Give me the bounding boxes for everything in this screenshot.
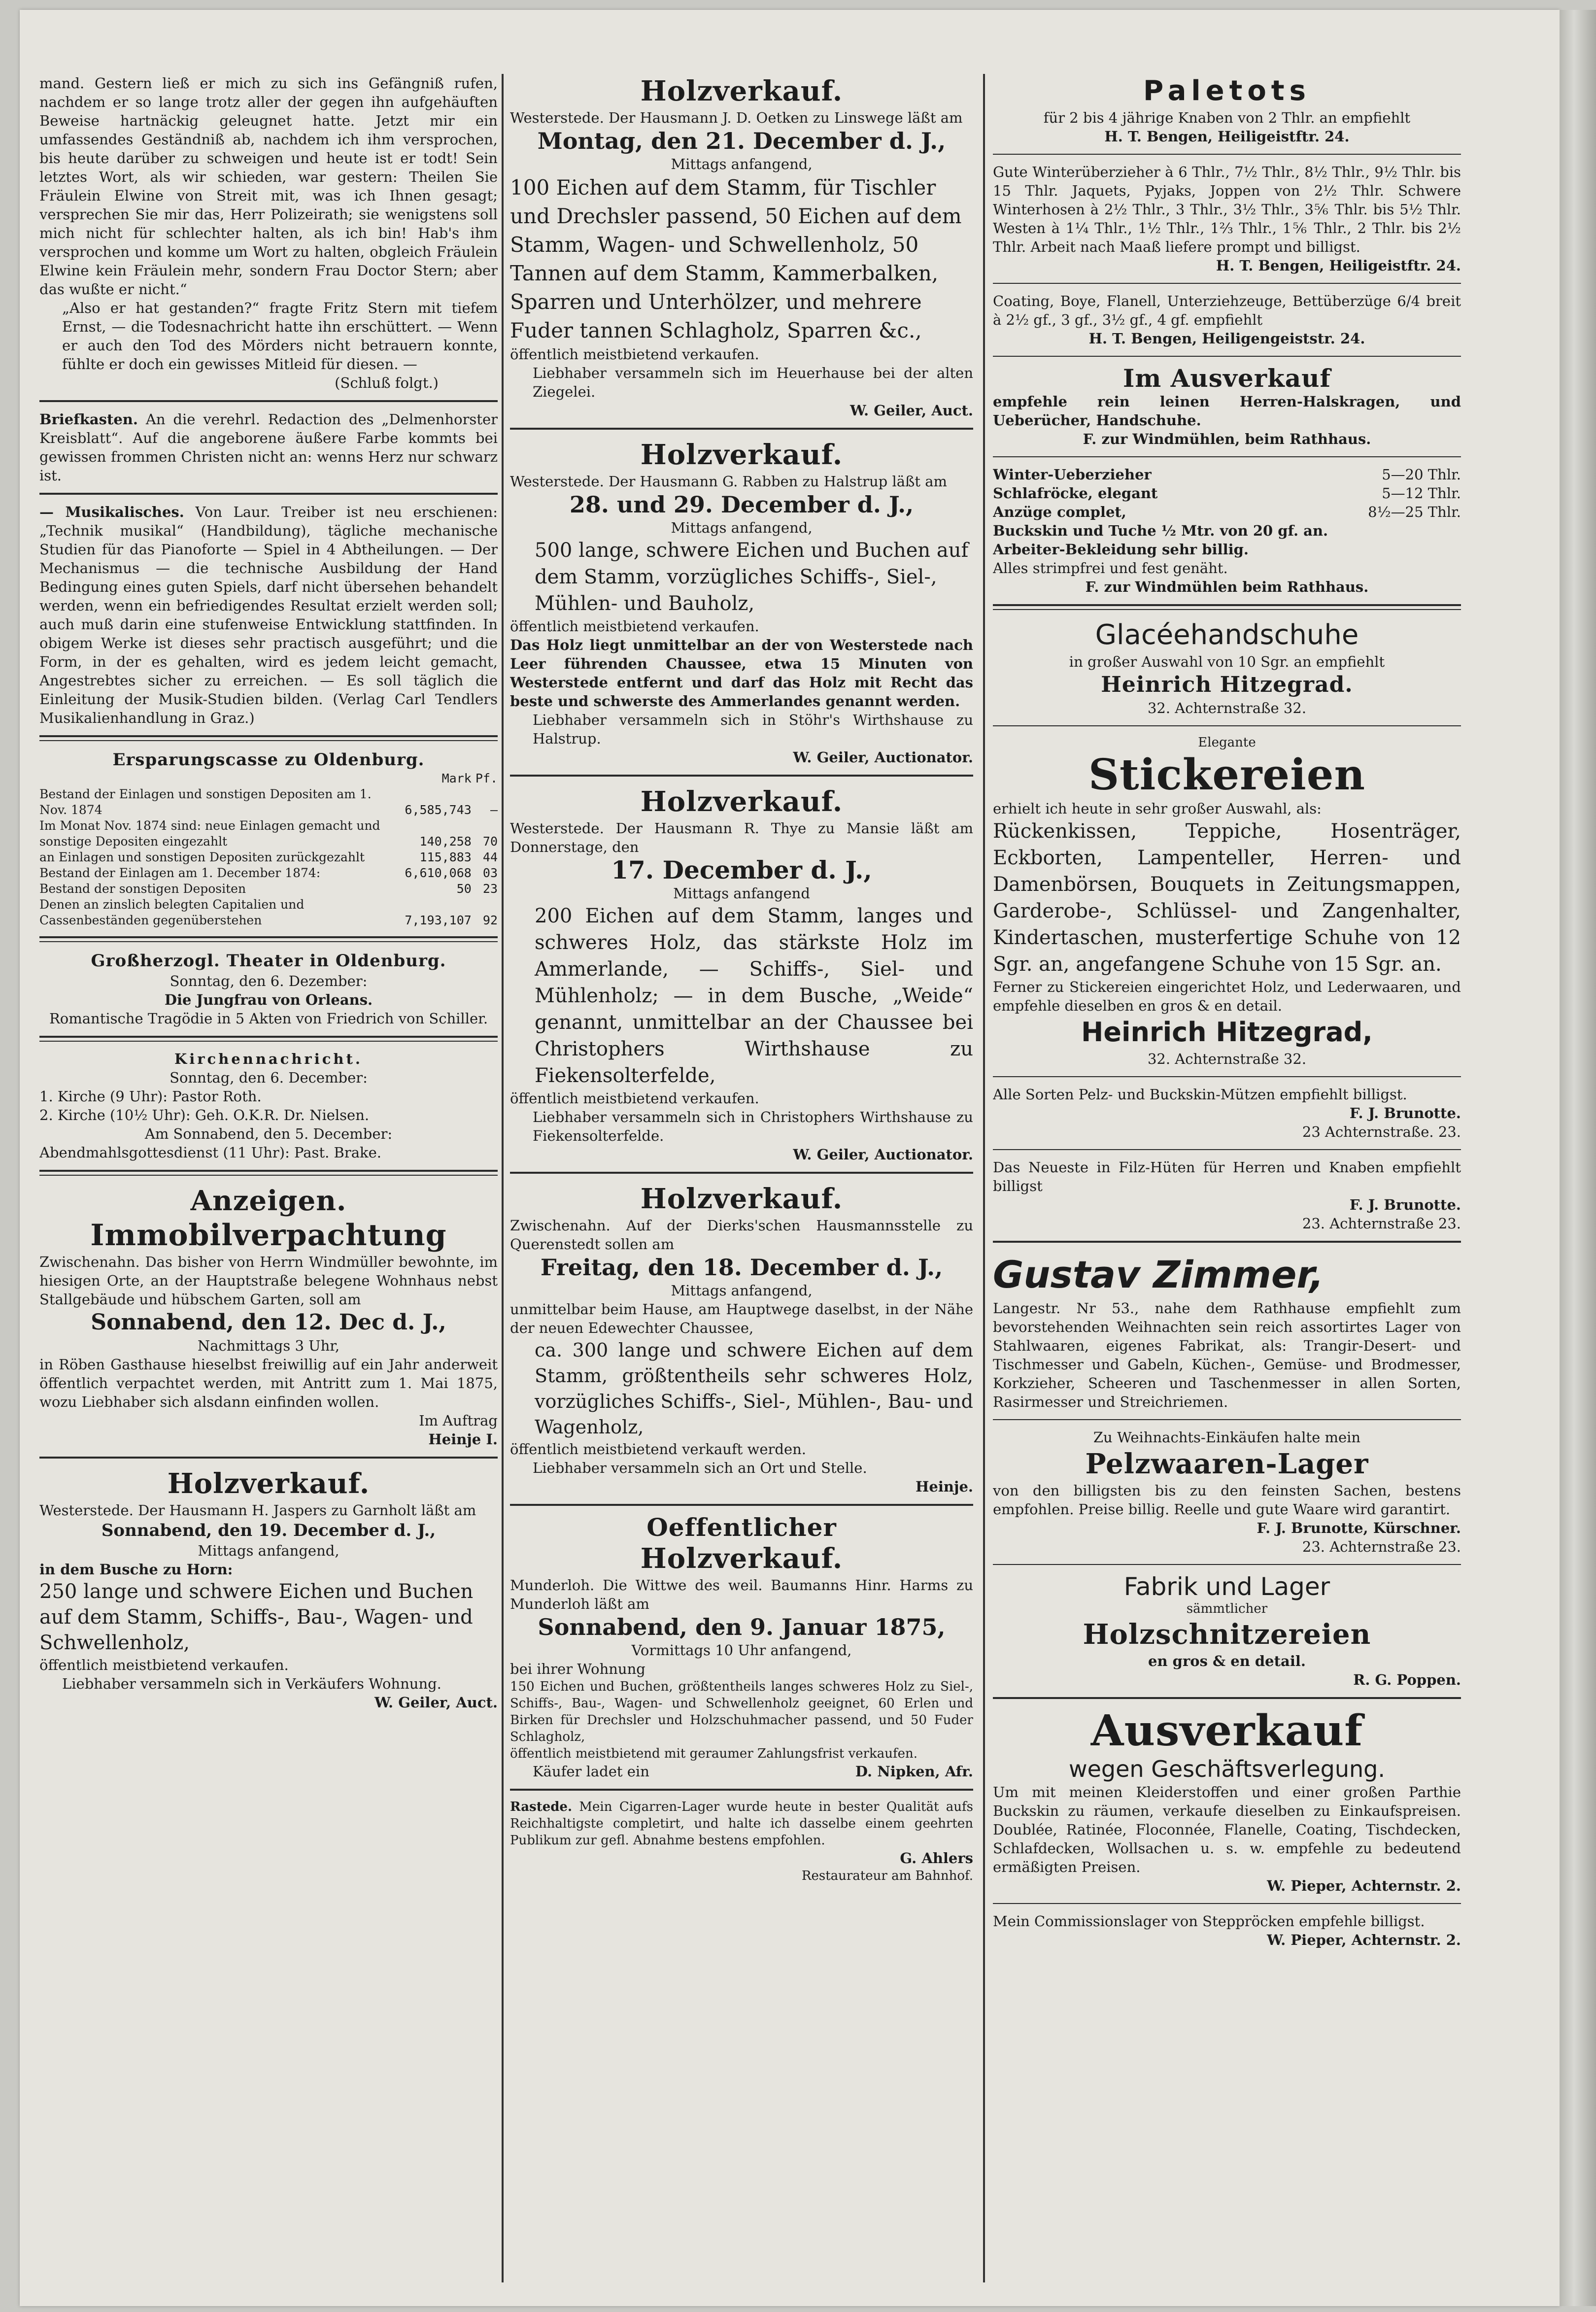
story-text: „Also er hat gestanden?“ fragte Fritz Stern mit tiefem Ernst, — die Todesnachricht hatte ihn erschüttert. — Wenn er auch den Tod des Mörders nicht betrauern konnte, fühlte er doch ein gewisses Mitleid für diesen. —	[62, 300, 498, 373]
st-sig: Heinrich Hitzegrad,	[1081, 1017, 1373, 1048]
st-title: Stickereien	[1088, 750, 1366, 800]
list-item: Winter-Ueberzieher 5—20 Thlr.	[993, 466, 1461, 483]
st-more: Ferner zu Stickereien eingerichtet Holz, und Lederwaaren, und empfehle dieselben en gros & en detail.	[993, 979, 1461, 1014]
divider	[510, 1789, 973, 1791]
wint-body: Gute Winterüberzieher à 6 Thlr., 7½ Thlr., 8½ Thlr., 9½ Thlr. bis 15 Thlr. Jaquets, Pyjaks, Joppen von 2½ Thlr. Schwere Winterhosen à 2½ Thlr., 3 Thlr., 3½ Thlr., 3⅚ Thlr. bis 5½ Thlr. Westen à 1¼ Thlr., 1½ Thlr., 1⅔ Thlr., 1⅚ Thlr., 2 Thlr. bis 2½ Thlr. Arbeit nach Maaß liefere prompt und billigst.	[993, 164, 1461, 255]
h4-sig: Heinje.	[916, 1478, 973, 1495]
rastede-lead: Rastede.	[510, 1800, 573, 1814]
pelz1-addr: 23 Achternstraße. 23.	[1302, 1123, 1461, 1140]
h2-meet: Liebhaber versammeln sich in Stöhr's Wirthshause zu Halstrup.	[533, 712, 973, 747]
h1-date: Montag, den 21. December d. J.,	[537, 128, 946, 154]
briefkasten-title: Briefkasten.	[39, 411, 138, 428]
h2-note: Das Holz liegt unmittelbar an der von Westerstede nach Leer führenden Chaussee, etwa 15 Minuten von Westerstede entfernt und darf das Holz mit Recht das beste und schwerste des Ammerlandes genannt werden.	[510, 637, 973, 710]
aus2-note: Alles strimpfrei und fest genäht.	[993, 560, 1228, 577]
col-mark: Mark	[441, 771, 472, 785]
pal-body: für 2 bis 4 jährige Knaben von 2 Thlr. an empfiehlt	[1043, 109, 1411, 126]
h5-title1: Oeffentlicher	[646, 1513, 837, 1542]
divider	[993, 1903, 1461, 1904]
divider	[510, 1504, 973, 1506]
rastede-sig: G. Ahlers	[900, 1850, 973, 1867]
pelz1-body: Alle Sorten Pelz- und Buckskin-Mützen empfiehlt billigst.	[993, 1086, 1407, 1103]
divider	[993, 456, 1461, 457]
pelz1-sig: F. J. Brunotte.	[1349, 1105, 1461, 1122]
divider	[39, 400, 498, 402]
divider	[993, 1149, 1461, 1150]
immo-time: Nachmittags 3 Uhr,	[197, 1337, 340, 1354]
wint-sig: H. T. Bengen, Heiligeistftr. 24.	[1216, 257, 1461, 274]
kirche-2: 2. Kirche (10½ Uhr): Geh. O.K.R. Dr. Nielsen.	[39, 1107, 370, 1123]
h2-time: Mittags anfangend,	[671, 519, 813, 536]
gz-body: Langestr. Nr 53., nahe dem Rathhause empfiehlt zum bevorstehenden Weihnachten sein reich assortirtes Lager von Stahlwaaren, eigenes Fabrikat, als: Trangir-Desert- und Tischmesser und Gabeln, Küchen-, Gemüse- und Brodmesser, Korkzieher, Scheeren und Taschenmesser in allen Sorten, Rasirmesser und Streichriemen.	[993, 1300, 1461, 1410]
fab-sig: R. G. Poppen.	[1353, 1671, 1461, 1688]
holz4-time: Mittags anfangend,	[198, 1542, 340, 1559]
h1-title: Holzverkauf.	[640, 75, 843, 107]
divider	[39, 1170, 498, 1176]
column-1	[39, 74, 498, 2282]
coat-sig: H. T. Bengen, Heiligengeiststr. 24.	[1088, 330, 1365, 347]
immo-body: Zwischenahn. Das bisher von Herrn Windmüller bewohnte, im hiesigen Orte, an der Hauptstraße belegene Wohnhaus nebst Stallgebäude und hübschem Garten, soll am	[39, 1254, 498, 1308]
column-2	[510, 74, 973, 2282]
briefkasten-text: An die verehrl. Redaction des „Delmenhorster Kreisblatt“. Auf die angeborene äußere Farbe kommts bei gewissen frommen Christen nicht an: wenns Herz nur schwarz ist.	[39, 411, 498, 484]
h3-time: Mittags anfangend	[673, 885, 810, 902]
comm-body: Mein Commissionslager von Steppröcken empfehle billigst.	[993, 1913, 1425, 1930]
table-row: an Einlagen und sonstigen Depositen zurückgezahlt 115,883 44	[39, 850, 498, 864]
table-row: Denen an zinslich belegten Capitalien und Cassenbeständen gegenüberstehen 7,193,107 92	[39, 897, 498, 927]
divider	[993, 154, 1461, 155]
h3-meet: Liebhaber versammeln sich in Christophers Wirthshause zu Fiekensolterfelde.	[533, 1109, 973, 1144]
divider	[993, 1241, 1461, 1243]
h3-body: Westerstede. Der Hausmann R. Thye zu Mansie läßt am Donnerstage, den	[510, 820, 973, 855]
table-row: Bestand der Einlagen am 1. December 1874: 6,610,068 03	[39, 866, 498, 880]
holz4-date: Sonnabend, den 19. December d. J.,	[101, 1521, 436, 1540]
page-edge	[1560, 10, 1596, 2306]
list-item: Anzüge complet, 8½—25 Thlr.	[993, 504, 1461, 520]
kirche-1: 1. Kirche (9 Uhr): Pastor Roth.	[39, 1088, 262, 1105]
immo-auftrag: Im Auftrag	[419, 1412, 498, 1429]
h4-goods: ca. 300 lange und schwere Eichen auf dem Stamm, größtentheils sehr schweres Holz, vorzügliches Schiffs-, Siel-, Mühlen-, Bau- und Wagenholz,	[535, 1339, 973, 1438]
filz-addr: 23. Achternstraße 23.	[1302, 1215, 1461, 1232]
fab-title: Fabrik und Lager	[1123, 1572, 1330, 1601]
pelz2-body: von den billigsten bis zu den feinsten Sachen, bestens empfohlen. Preise billig. Reelle und gute Waare wird garantirt.	[993, 1482, 1461, 1518]
theater-title: Großherzogl. Theater in Oldenburg.	[91, 951, 446, 971]
immo-title: Immobilverpachtung	[90, 1218, 447, 1253]
h5-sale: öffentlich meistbietend mit geraumer Zahlungsfrist verkaufen.	[510, 1746, 918, 1761]
h1-meet: Liebhaber versammeln sich im Heuerhause bei der alten Ziegelei.	[533, 365, 973, 400]
h2-goods: 500 lange, schwere Eichen und Buchen auf dem Stamm, vorzügliches Schiffs-, Siel-, Mühlen- und Bauholz,	[535, 539, 969, 615]
divider	[510, 428, 973, 430]
glace-body: in großer Auswahl von 10 Sgr. an empfiehlt	[1069, 653, 1385, 670]
coat-body: Coating, Boye, Flanell, Unterziehzeuge, Bettüberzüge 6/4 breit à 2½ gf., 3 gf., 3½ gf., 4 gf. empfiehlt	[993, 293, 1461, 328]
h2-date: 28. und 29. December d. J.,	[569, 491, 914, 518]
h4-body: Zwischenahn. Auf der Dierks'schen Hausmannsstelle zu Querenstedt sollen am	[510, 1217, 973, 1253]
filz-sig: F. J. Brunotte.	[1349, 1196, 1461, 1213]
list-item: Buckskin und Tuche ½ Mtr. von 20 gf. an.	[993, 522, 1328, 539]
pal-sig: H. T. Bengen, Heiligeistftr. 24.	[1104, 128, 1350, 145]
h4-meet: Liebhaber versammeln sich an Ort und Stelle.	[533, 1460, 867, 1476]
divider	[510, 1172, 973, 1174]
divider	[993, 1076, 1461, 1077]
holz4-sale: öffentlich meistbietend verkaufen.	[39, 1657, 289, 1673]
musikalisches	[39, 503, 498, 727]
sparkasse-title: Ersparungscasse zu Oldenburg.	[112, 750, 425, 770]
divider	[993, 725, 1461, 726]
table-row: Im Monat Nov. 1874 sind: neue Einlagen gemacht und sonstige Depositen eingezahlt 140,258 70	[39, 818, 498, 849]
h1-body: Westerstede. Der Hausmann J. D. Oetken zu Linswege läßt am	[510, 109, 963, 126]
h3-date: 17. December d. J.,	[611, 855, 872, 884]
aus3-sig: W. Pieper, Achternstr. 2.	[1267, 1877, 1461, 1894]
rastede-sig2: Restaurateur am Bahnhof.	[801, 1869, 973, 1883]
rastede	[510, 1799, 973, 1849]
music-title: — Musikalisches.	[39, 504, 184, 520]
immo-body2: in Röben Gasthause hieselbst freiwillig auf ein Jahr anderweit öffentlich verpachtet werden, mit Antritt zum 1. Mai 1875, wozu Liebhaber sich alsdann einfinden wollen.	[39, 1356, 498, 1410]
aus2-sig: F. zur Windmühlen beim Rathhaus.	[1085, 578, 1369, 595]
holz4-title: Holzverkauf.	[167, 1467, 370, 1500]
h5-date: Sonnabend, den 9. Januar 1875,	[538, 1614, 946, 1640]
h3-sale: öffentlich meistbietend verkaufen.	[510, 1090, 759, 1107]
kirche-sat: Am Sonnabend, den 5. December:	[144, 1125, 393, 1142]
h4-time: Mittags anfangend,	[671, 1282, 813, 1299]
immo-date: Sonnabend, den 12. Dec d. J.,	[91, 1310, 446, 1335]
h5-body: Munderloh. Die Wittwe des weil. Baumanns Hinr. Harms zu Munderloh läßt am	[510, 1577, 973, 1612]
sparkasse-table	[39, 771, 498, 928]
fab-title2: Holzschnitzereien	[1083, 1618, 1371, 1651]
holz4-goods: 250 lange und schwere Eichen und Buchen auf dem Stamm, Schiffs-, Bau-, Wagen- und Schwellenholz,	[39, 1580, 474, 1654]
h5-title2: Holzverkauf.	[640, 1542, 843, 1575]
pelz2-title: Pelzwaaren-Lager	[1085, 1448, 1369, 1480]
holz4-meet: Liebhaber versammeln sich in Verkäufers Wohnung.	[62, 1675, 441, 1692]
story-end: (Schluß folgt.)	[335, 374, 439, 391]
holz4-sig: W. Geiler, Auct.	[374, 1694, 498, 1711]
column-3	[993, 74, 1461, 2282]
aus1-title: Im Ausverkauf	[1122, 364, 1331, 393]
h5-time: Vormittags 10 Uhr anfangend,	[631, 1642, 852, 1659]
divider	[993, 1419, 1461, 1420]
h1-sig: W. Geiler, Auct.	[849, 402, 973, 419]
h2-sale: öffentlich meistbietend verkaufen.	[510, 618, 759, 635]
h2-body: Westerstede. Der Hausmann G. Rabben zu Halstrup läßt am	[510, 473, 948, 490]
h1-time: Mittags anfangend,	[671, 156, 813, 172]
glace-title: Glacéehandschuhe	[1095, 619, 1359, 651]
h4-title: Holzverkauf.	[640, 1183, 843, 1215]
gz-title: Gustav Zimmer,	[993, 1253, 1324, 1296]
divider	[39, 735, 498, 741]
h1-goods: 100 Eichen auf dem Stamm, für Tischler und Drechsler passend, 50 Eichen auf dem Stamm, Wagen- und Schwellenholz, 50 Tannen auf dem Stamm, Kammerbalken, Sparren und Unterhölzer, und mehrere Fuder tannen Schlagholz, Sparren &c.,	[510, 175, 962, 342]
list-item: Schlafröcke, elegant 5—12 Thlr.	[993, 485, 1461, 502]
holz4-body: Westerstede. Der Hausmann H. Jaspers zu Garnholt läßt am	[39, 1502, 476, 1519]
theater-play: Die Jungfrau von Orleans.	[164, 991, 373, 1008]
fab-sub: sämmtlicher	[1186, 1601, 1268, 1616]
divider	[993, 1564, 1461, 1565]
column-rule	[983, 74, 985, 2282]
glace-sig: Heinrich Hitzegrad.	[1101, 672, 1353, 697]
aus1-body: empfehle rein leinen Herren-Halskragen, und Ueberücher, Handschuhe.	[993, 393, 1461, 429]
kirche-abend: Abendmahlsgottesdienst (11 Uhr): Past. Brake.	[39, 1144, 381, 1161]
divider	[39, 1036, 498, 1042]
st-addr: 32. Achternstraße 32.	[1147, 1051, 1307, 1067]
theater-desc: Romantische Tragödie in 5 Akten von Friedrich von Schiller.	[49, 1010, 488, 1027]
comm-sig: W. Pieper, Achternstr. 2.	[1267, 1932, 1461, 1948]
h3-sig: W. Geiler, Auctionator.	[793, 1146, 973, 1163]
theater-date: Sonntag, den 6. Dezember:	[170, 973, 368, 989]
h5-meet: Käufer ladet ein	[533, 1763, 649, 1780]
h2-title: Holzverkauf.	[640, 439, 843, 471]
divider	[39, 493, 498, 495]
pelz2-sig: F. J. Brunotte, Kürschner.	[1256, 1520, 1461, 1536]
st-lead: erhielt ich heute in sehr großer Auswahl, als:	[993, 800, 1322, 817]
filz-body: Das Neueste in Filz-Hüten für Herren und Knaben empfiehlt billigst	[993, 1159, 1461, 1194]
divider	[510, 775, 973, 777]
h3-title: Holzverkauf.	[640, 785, 843, 818]
h4-sale: öffentlich meistbietend verkauft werden.	[510, 1441, 807, 1458]
table-row: Bestand der Einlagen und sonstigen Depositen am 1. Nov. 1874 6,585,743 —	[39, 787, 498, 817]
h2-sig: W. Geiler, Auctionator.	[793, 749, 973, 766]
h5-goods: 150 Eichen und Buchen, größtentheils langes schweres Holz zu Siel-, Schiffs-, Bau-, Wagen- und Schwellenholz geeignet, 60 Erlen und Birken für Drechsler und Holzschuhmacher passend, und 50 Fuder Schlagholz,	[510, 1679, 973, 1744]
h5-sig: D. Nipken, Afr.	[855, 1763, 973, 1780]
glace-addr: 32. Achternstraße 32.	[1147, 700, 1307, 716]
fab-body: en gros & en detail.	[1148, 1653, 1306, 1669]
h3-goods: 200 Eichen auf dem Stamm, langes und schweres Holz, das stärkste Holz im Ammerlande, — Schiffs-, Siel- und Mühlenholz; — in dem Busche, „Weide“ genannt, unmittelbar an der Chaussee bei Christophers Wirthshause zu Fiekensolterfelde,	[535, 905, 973, 1087]
h1-sale: öffentlich meistbietend verkaufen.	[510, 346, 759, 363]
h4-place: unmittelbar beim Hause, am Hauptwege daselbst, in der Nähe der neuen Edewechter Chaussee,	[510, 1301, 973, 1336]
holz4-place: in dem Busche zu Horn:	[39, 1561, 233, 1578]
divider	[39, 1457, 498, 1459]
divider	[993, 356, 1461, 357]
pelz2-lead: Zu Weihnachts-Einkäufen halte mein	[1093, 1429, 1361, 1446]
rastede-body: Mein Cigarren-Lager wurde heute in bester Qualität aufs Reichhaltigste completirt, und halte ich dasselbe einem geehrten Publikum zur gefl. Abnahme bestens empfohlen.	[510, 1800, 973, 1848]
aus3-sub: wegen Geschäftsverlegung.	[1069, 1756, 1385, 1782]
st-pre: Elegante	[1198, 735, 1256, 750]
aus3-body: Um mit meinen Kleiderstoffen und einer großen Parthie Buckskin zu räumen, verkaufe dieselben zu Einkaufspreisen. Doublée, Ratinée, Floconnée, Flanelle, Coating, Tischdecken, Schlafdecken, Wollsachen u. s. w. empfehle zu bedeutend ermäßigten Preisen.	[993, 1784, 1461, 1875]
pal-title: Paletots	[1143, 75, 1311, 107]
aus1-sig: F. zur Windmühlen, beim Rathhaus.	[1083, 431, 1371, 447]
pelz2-addr: 23. Achternstraße 23.	[1302, 1538, 1461, 1555]
kirche-title: Kirchennachricht.	[174, 1051, 363, 1067]
list-item: Arbeiter-Bekleidung sehr billig.	[993, 541, 1249, 558]
h4-date: Freitag, den 18. December d. J.,	[540, 1254, 943, 1281]
story-text: mand. Gestern ließ er mich zu sich ins Gefängniß rufen, nachdem er so lange trotz aller der gegen ihn aufgehäuften Beweise hartnäckig geleugnet hatte. Jetzt mir ein umfassendes Geständniß ab, nachdem ich ihm versprochen, bis heute darüber zu schweigen und heute ist er todt! Sein letztes Wort, als wir schieden, war gestern: Theilen Sie Fräulein Elwine von Streit mit, was ich Ihnen gesagt; versprechen Sie mir das, Herr Polizeirath; sie wenigstens soll mich nicht für schlechter halten, als ich bin! Hab's ihm versprochen und komme um Wort zu halten, obgleich Fräulein Elwine kein Fräulein mehr, sondern Frau Doctor Stern; aber das wußte er nicht.“	[39, 75, 498, 298]
h5-place: bei ihrer Wohnung	[510, 1661, 645, 1677]
divider	[993, 283, 1461, 284]
divider	[993, 1697, 1461, 1699]
column-rule	[502, 74, 504, 2282]
col-pf: Pf.	[475, 771, 498, 785]
aus3-title: Ausverkauf	[1090, 1706, 1363, 1756]
st-goods: Rückenkissen, Teppiche, Hosenträger, Eckborten, Lampenteller, Herren- und Damenbörsen, Bouquets in Zeitungsmappen, Garderobe-, Schlüssel- und Zangenhalter, Kindertaschen, musterfertige Schuhe von 12 Sgr. an, angefangene Schuhe von 15 Sgr. an.	[993, 820, 1461, 976]
anzeigen-heading: Anzeigen.	[190, 1185, 347, 1217]
table-row: Bestand der sonstigen Depositen 50 23	[39, 882, 498, 896]
h5-signature-row	[510, 1762, 973, 1781]
briefkasten	[39, 410, 498, 485]
music-text: Von Laur. Treiber ist neu erschienen: „Technik musikal“ (Handbildung), tägliche mechanische Studien für das Pianoforte — Spiel in 4 Abtheilungen. — Der Mechanismus — die technische Ausbildung der Hand Bedingung eines guten Spiels, darf nicht übersehen behandelt werden, wenn ein befriedigendes Resultat erzielt werden soll; auch muß darin eine stufenweise Entwicklung stattfinden. In obigem Werke ist dieses sehr practisch ausgeführt; und die Form, in der es gehalten, wird es jedem leicht gemacht, Angestrebtes sicher zu erreichen. — Es soll täglich die Einleitung der Musik-Studien bilden. (Verlag Carl Tendlers Musikalienhandlung in Graz.)	[39, 504, 498, 726]
divider	[993, 604, 1461, 610]
divider	[39, 936, 498, 942]
immo-sig: Heinje I.	[428, 1431, 498, 1448]
kirche-date: Sonntag, den 6. December:	[170, 1069, 368, 1086]
